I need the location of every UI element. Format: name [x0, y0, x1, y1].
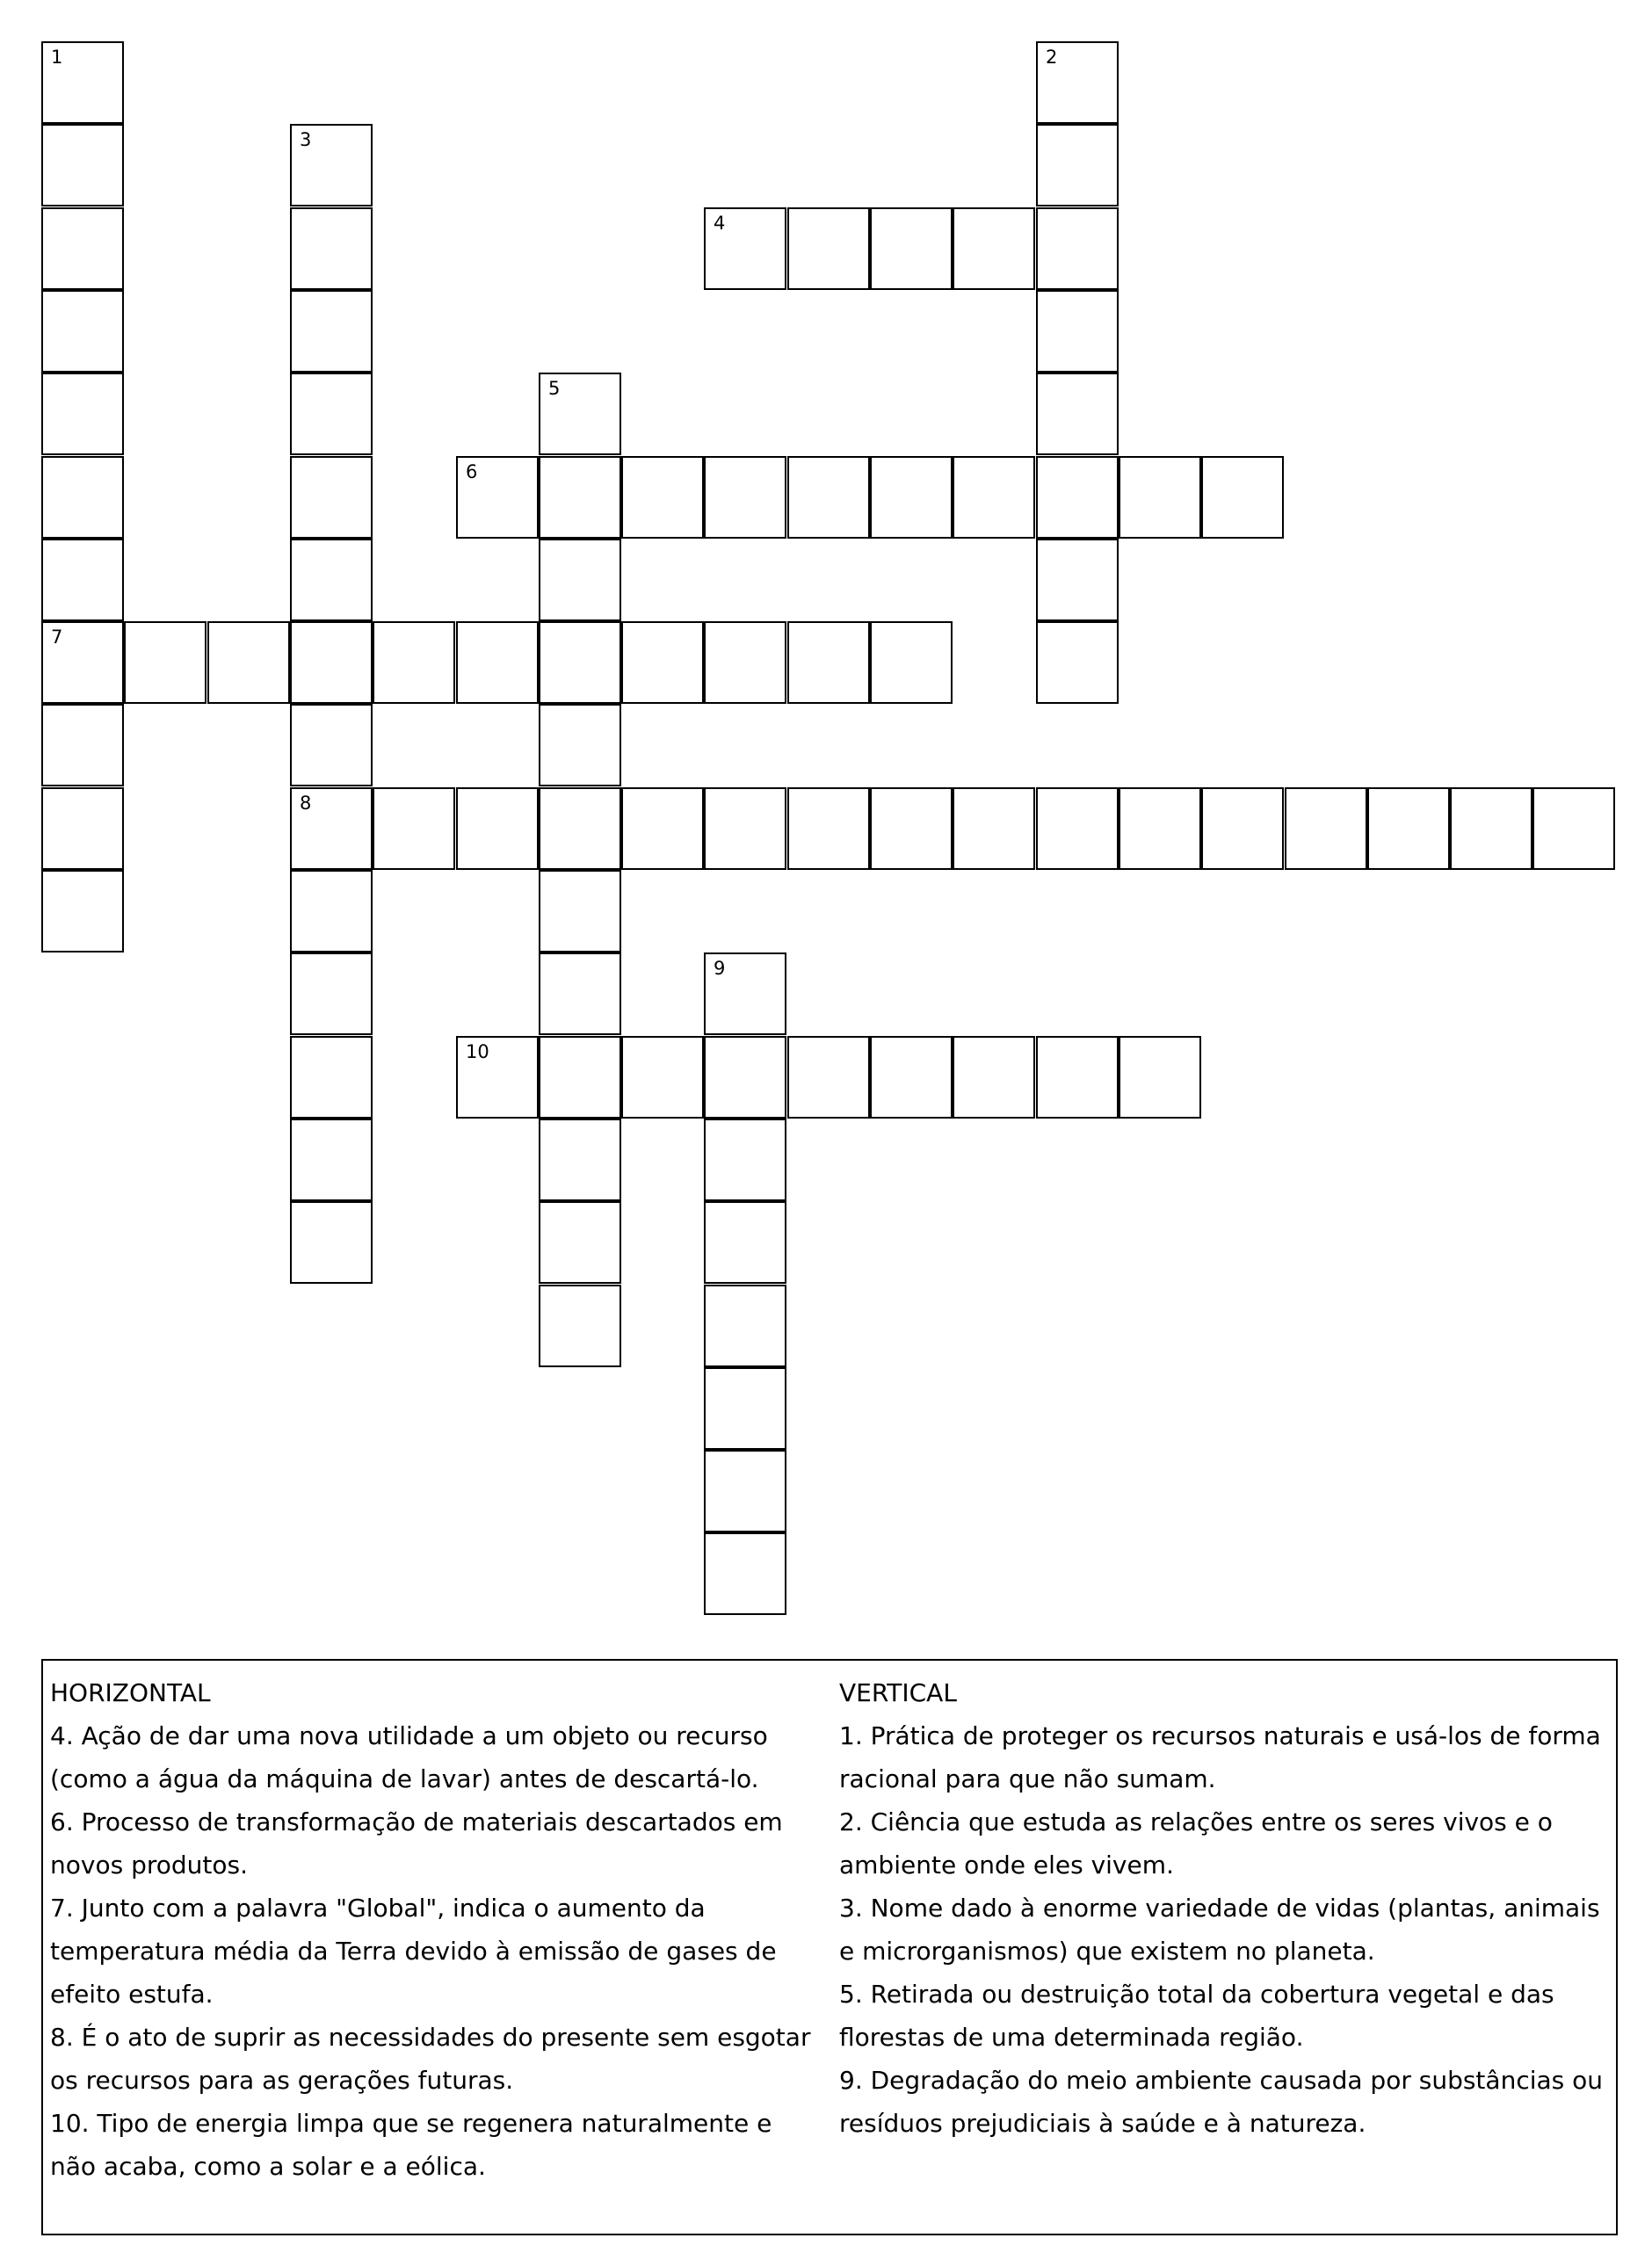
crossword-cell[interactable]	[1201, 456, 1284, 539]
crossword-cell[interactable]	[704, 787, 786, 870]
clue-number: 2	[1046, 47, 1058, 68]
crossword-cell[interactable]	[704, 621, 786, 704]
crossword-cell[interactable]	[290, 456, 373, 539]
crossword-cell[interactable]	[704, 952, 786, 1035]
crossword-cell[interactable]	[704, 1036, 786, 1119]
crossword-cell[interactable]	[539, 952, 621, 1035]
crossword-cell[interactable]	[1036, 621, 1119, 704]
crossword-cell[interactable]	[290, 1036, 373, 1119]
crossword-cell[interactable]	[1367, 787, 1450, 870]
crossword-cell[interactable]	[1036, 787, 1119, 870]
crossword-cell[interactable]	[290, 870, 373, 952]
clue-number: 3	[300, 129, 312, 150]
crossword-cell[interactable]	[456, 456, 539, 539]
clue-down-2: 2. Ciência que estuda as relações entre os seres vivos e o ambiente onde eles vivem.	[839, 1807, 1553, 1880]
clue-down-3: 3. Nome dado à enorme variedade de vidas (plantas, animais e microrganismos) que existem no planeta.	[839, 1894, 1600, 1966]
crossword-cell[interactable]	[539, 1036, 621, 1119]
crossword-cell[interactable]	[1036, 373, 1119, 455]
clue-number: 9	[714, 958, 726, 979]
crossword-cell[interactable]	[456, 787, 539, 870]
horizontal-title: HORIZONTAL	[50, 1678, 211, 1707]
crossword-cell[interactable]	[290, 124, 373, 206]
crossword-cell[interactable]	[1036, 41, 1119, 124]
crossword-cell[interactable]	[41, 207, 124, 290]
crossword-cell[interactable]	[787, 1036, 870, 1119]
crossword-cell[interactable]	[787, 787, 870, 870]
crossword-cell[interactable]	[1036, 124, 1119, 206]
clue-down-1: 1. Prática de proteger os recursos naturais e usá-los de forma racional para que não sumam.	[839, 1721, 1601, 1793]
crossword-cell[interactable]	[621, 456, 704, 539]
crossword-cell[interactable]	[870, 456, 953, 539]
crossword-cell[interactable]	[539, 870, 621, 952]
crossword-cell[interactable]	[953, 456, 1035, 539]
crossword-cell[interactable]	[1036, 1036, 1119, 1119]
crossword-cell[interactable]	[539, 787, 621, 870]
crossword-cell[interactable]	[539, 1119, 621, 1201]
crossword-cell[interactable]	[456, 1036, 539, 1119]
crossword-cell[interactable]	[41, 621, 124, 704]
crossword-cell[interactable]	[1119, 1036, 1201, 1119]
crossword-cell[interactable]	[787, 456, 870, 539]
clue-down-9: 9. Degradação do meio ambiente causada por substâncias ou resíduos prejudiciais à saúde e à natureza.	[839, 2066, 1604, 2138]
crossword-cell[interactable]	[621, 621, 704, 704]
crossword-cell[interactable]	[41, 373, 124, 455]
clue-across-8: 8. É o ato de suprir as necessidades do presente sem esgotar os recursos para as gerações futuras.	[50, 2023, 811, 2095]
crossword-cell[interactable]	[953, 1036, 1035, 1119]
clue-number: 8	[300, 793, 312, 814]
crossword-cell[interactable]	[870, 1036, 953, 1119]
crossword-cell[interactable]	[870, 787, 953, 870]
crossword-cell[interactable]	[207, 621, 290, 704]
crossword-cell[interactable]	[953, 787, 1035, 870]
crossword-cell[interactable]	[1201, 787, 1284, 870]
clue-across-4: 4. Ação de dar uma nova utilidade a um objeto ou recurso (como a água da máquina de lavar) antes de descartá-lo.	[50, 1721, 768, 1793]
clues-box	[41, 1659, 1618, 2235]
crossword-cell[interactable]	[1119, 456, 1201, 539]
crossword-cell[interactable]	[704, 1532, 786, 1615]
crossword-cell[interactable]	[290, 290, 373, 373]
crossword-cell[interactable]	[1532, 787, 1615, 870]
clue-number: 4	[714, 213, 726, 234]
crossword-cell[interactable]	[290, 539, 373, 621]
crossword-cell[interactable]	[41, 704, 124, 786]
crossword-cell[interactable]	[539, 456, 621, 539]
crossword-cell[interactable]	[539, 373, 621, 455]
crossword-cell[interactable]	[870, 207, 953, 290]
crossword-cell[interactable]	[41, 41, 124, 124]
vertical-clues	[839, 1671, 1605, 2145]
crossword-cell[interactable]	[704, 1201, 786, 1284]
crossword-cell[interactable]	[787, 621, 870, 704]
crossword-cell[interactable]	[290, 952, 373, 1035]
crossword-cell[interactable]	[953, 207, 1035, 290]
clue-across-10: 10. Tipo de energia limpa que se regenera naturalmente e não acaba, como a solar e a eólica.	[50, 2109, 772, 2181]
crossword-cell[interactable]	[539, 1285, 621, 1367]
crossword-cell[interactable]	[41, 539, 124, 621]
crossword-cell[interactable]	[539, 621, 621, 704]
crossword-cell[interactable]	[704, 456, 786, 539]
clue-number: 1	[51, 47, 63, 68]
crossword-cell[interactable]	[41, 787, 124, 870]
crossword-cell[interactable]	[539, 704, 621, 786]
crossword-cell[interactable]	[1036, 207, 1119, 290]
crossword-cell[interactable]	[870, 621, 953, 704]
crossword-cell[interactable]	[704, 1285, 786, 1367]
vertical-title: VERTICAL	[839, 1678, 957, 1707]
crossword-cell[interactable]	[1036, 539, 1119, 621]
crossword-cell[interactable]	[1036, 290, 1119, 373]
crossword-cell[interactable]	[539, 539, 621, 621]
crossword-cell[interactable]	[41, 456, 124, 539]
horizontal-clues	[50, 1671, 815, 2188]
crossword-cell[interactable]	[290, 621, 373, 704]
crossword-cell[interactable]	[373, 787, 455, 870]
crossword-cell[interactable]	[41, 870, 124, 952]
crossword-cell[interactable]	[1119, 787, 1201, 870]
crossword-cell[interactable]	[539, 1201, 621, 1284]
crossword-cell[interactable]	[787, 207, 870, 290]
crossword-cell[interactable]	[704, 1119, 786, 1201]
clue-across-7: 7. Junto com a palavra "Global", indica o aumento da temperatura média da Terra devido à emissão de gases de efeito estufa.	[50, 1894, 777, 2009]
clue-number: 10	[466, 1041, 489, 1062]
crossword-cell[interactable]	[621, 787, 704, 870]
crossword-cell[interactable]	[704, 1367, 786, 1450]
crossword-cell[interactable]	[704, 1450, 786, 1532]
clue-number: 6	[466, 461, 478, 482]
crossword-cell[interactable]	[1285, 787, 1367, 870]
crossword-cell[interactable]	[290, 207, 373, 290]
crossword-cell[interactable]	[290, 1119, 373, 1201]
crossword-cell[interactable]	[456, 621, 539, 704]
crossword-cell[interactable]	[621, 1036, 704, 1119]
crossword-cell[interactable]	[290, 704, 373, 786]
crossword-cell[interactable]	[290, 1201, 373, 1284]
crossword-cell[interactable]	[1450, 787, 1532, 870]
crossword-cell[interactable]	[1036, 456, 1119, 539]
crossword-cell[interactable]	[41, 290, 124, 373]
crossword-cell[interactable]	[41, 124, 124, 206]
crossword-cell[interactable]	[704, 207, 786, 290]
crossword-cell[interactable]	[290, 787, 373, 870]
crossword-cell[interactable]	[124, 621, 206, 704]
clue-number: 5	[548, 378, 561, 399]
crossword-cell[interactable]	[290, 373, 373, 455]
crossword-cell[interactable]	[373, 621, 455, 704]
clue-number: 7	[51, 627, 63, 648]
clue-down-5: 5. Retirada ou destruição total da cobertura vegetal e das florestas de uma determinada região.	[839, 1980, 1554, 2052]
clue-across-6: 6. Processo de transformação de materiais descartados em novos produtos.	[50, 1807, 783, 1880]
